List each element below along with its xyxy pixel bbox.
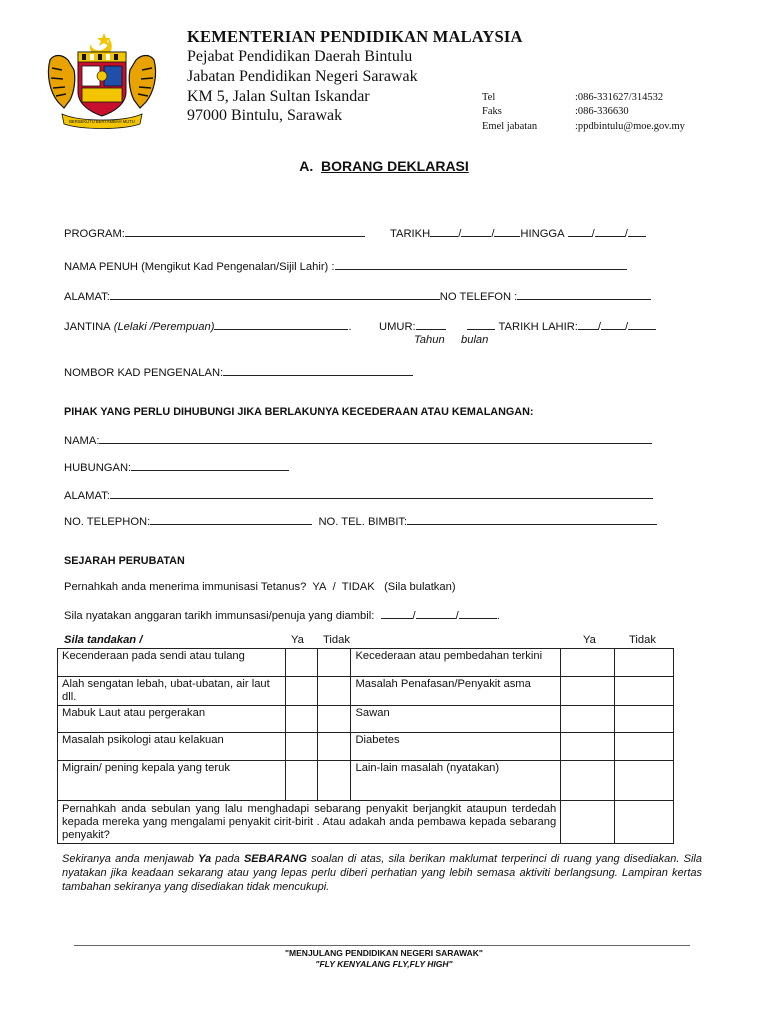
program-label: PROGRAM: <box>64 228 125 240</box>
emergency-phone-label: NO. TELEPHON: <box>64 516 151 528</box>
ya-checkbox[interactable] <box>561 733 615 761</box>
tetanus-yes-option[interactable]: YA <box>312 581 327 593</box>
ya-checkbox[interactable] <box>561 761 615 801</box>
age-years-field[interactable] <box>416 319 446 330</box>
hingga-label: HINGGA <box>520 228 565 240</box>
tidak-checkbox[interactable] <box>615 761 674 801</box>
fax-label: Faks <box>482 106 502 117</box>
note-part1: Sekiranya anda menjawab <box>62 853 199 865</box>
mobile-phone-label: NO. TEL. BIMBIT: <box>318 516 408 528</box>
condition-label: Kecenderaan pada sendi atau tulang <box>58 649 286 677</box>
ya-checkbox[interactable] <box>285 677 317 706</box>
dob-month[interactable] <box>601 319 625 330</box>
form-title-prefix: A. <box>299 158 314 174</box>
age-years-caption: Tahun <box>414 334 445 346</box>
emergency-address-label: ALAMAT: <box>64 490 110 502</box>
address-field[interactable] <box>110 289 440 300</box>
tetanus-no-option[interactable]: TIDAK <box>341 581 375 593</box>
tarikh-label: TARIKH <box>390 228 431 240</box>
emergency-phone-row <box>64 514 657 528</box>
col-ya-right: Ya <box>583 634 596 646</box>
email-value: :ppdbintulu@moe.gov.my <box>575 121 685 132</box>
tidak-checkbox[interactable] <box>615 649 674 677</box>
ministry-name: KEMENTERIAN PENDIDIKAN MALAYSIA <box>187 27 523 46</box>
ya-checkbox[interactable] <box>561 649 615 677</box>
ic-number-label: NOMBOR KAD PENGENALAN: <box>64 367 224 379</box>
condition-label: Kecederaan atau pembedahan terkini <box>351 649 561 677</box>
ya-checkbox[interactable] <box>561 801 615 844</box>
office-name: Pejabat Pendidikan Daerah Bintulu <box>187 48 413 65</box>
ya-checkbox[interactable] <box>561 706 615 733</box>
hingga-month[interactable] <box>595 226 625 237</box>
full-name-row <box>64 259 627 273</box>
gender-label: JANTINA <box>64 321 111 333</box>
tidak-checkbox[interactable] <box>615 801 674 844</box>
medical-heading: SEJARAH PERUBATAN <box>64 555 185 567</box>
ya-checkbox[interactable] <box>285 706 317 733</box>
tidak-checkbox[interactable] <box>317 677 351 706</box>
relationship-label: HUBUNGAN: <box>64 462 132 474</box>
note-part3: soalan di atas, sila berikan maklumat terperinci di ruang yang disediakan. Sila nyatakan jika keadaan sekarang atau yang lepas perlu diberi perhatian yang lebih semasa aktiviti berlangsung. Lampiran kertas tambahan sekiranya yang disediakan tidak mencukupi. <box>62 853 702 893</box>
tidak-checkbox[interactable] <box>615 677 674 706</box>
program-field[interactable] <box>125 226 365 237</box>
note-part2: pada <box>211 853 244 865</box>
date-range-row: TARIKH / / HINGGA / / <box>390 226 646 240</box>
address-line-2: 97000 Bintulu, Sarawak <box>187 107 343 124</box>
phone-label: NO TELEFON : <box>439 291 518 303</box>
tidak-checkbox[interactable] <box>615 733 674 761</box>
form-title-text: BORANG DEKLARASI <box>321 158 469 174</box>
col-ya-left: Ya <box>291 634 304 646</box>
condition-label: Migrain/ pening kepala yang teruk <box>58 761 286 801</box>
tel-label: Tel <box>482 92 496 103</box>
table-row <box>58 706 674 733</box>
program-row <box>64 226 365 240</box>
table-row <box>58 761 674 801</box>
tetanus-question: Pernahkah anda menerima immunisasi Tetanus? <box>64 581 307 593</box>
condition-label: Lain-lain masalah (nyatakan) <box>351 761 561 801</box>
table-row <box>58 733 674 761</box>
tidak-checkbox[interactable] <box>317 761 351 801</box>
footer-motto-1: "MENJULANG PENDIDIKAN NEGERI SARAWAK" <box>285 948 483 958</box>
address-row <box>64 289 651 303</box>
gender-row: JANTINA (Lelaki /Perempuan) . <box>64 321 352 333</box>
emergency-phone-field[interactable] <box>150 514 312 525</box>
emergency-address-row <box>64 488 653 502</box>
tetanus-separator: / <box>332 581 336 593</box>
immunisation-day[interactable] <box>381 608 413 619</box>
email-label: Emel jabatan <box>482 121 538 132</box>
dob-day[interactable] <box>578 319 598 330</box>
age-label: UMUR: <box>379 321 416 333</box>
condition-label: Sawan <box>351 706 561 733</box>
tidak-checkbox[interactable] <box>317 706 351 733</box>
footer-divider <box>74 945 690 946</box>
note-sebarang: SEBARANG <box>243 853 307 865</box>
tarikh-year[interactable] <box>494 226 520 237</box>
hingga-year[interactable] <box>628 226 646 237</box>
tidak-checkbox[interactable] <box>317 649 351 677</box>
tarikh-day[interactable] <box>430 226 458 237</box>
emergency-name-row <box>64 433 652 447</box>
tetanus-note: (Sila bulatkan) <box>384 581 456 593</box>
table-row <box>58 649 674 677</box>
tidak-checkbox[interactable] <box>317 733 351 761</box>
tidak-checkbox[interactable] <box>615 706 674 733</box>
fax-value: :086-336630 <box>575 106 629 117</box>
department-name: Jabatan Pendidikan Negeri Sarawak <box>187 68 418 85</box>
ic-number-row <box>64 365 413 379</box>
emergency-heading: PIHAK YANG PERLU DIHUBUNGI JIKA BERLAKUNYA KECEDERAAN ATAU KEMALANGAN: <box>64 406 534 418</box>
mobile-phone-field[interactable] <box>407 514 657 525</box>
gender-options: (Lelaki /Perempuan) <box>113 321 215 333</box>
condition-label: Diabetes <box>351 733 561 761</box>
phone-field[interactable] <box>517 289 651 300</box>
malaysia-coat-of-arms-logo <box>44 30 160 130</box>
emergency-name-label: NAMA: <box>64 435 100 447</box>
immunisation-year[interactable] <box>459 608 497 619</box>
tarikh-month[interactable] <box>461 226 491 237</box>
medical-checklist-table <box>57 648 674 844</box>
footer-motto-2: "FLY KENYALANG FLY,FLY HIGH" <box>315 959 453 969</box>
immunisation-date-row: Sila nyatakan anggaran tarikh immunsasi/penuja yang diambil: / / . <box>64 610 500 622</box>
immunisation-date-label: Sila nyatakan anggaran tarikh immunsasi/penuja yang diambil: <box>64 610 375 622</box>
instructions-note <box>62 852 702 894</box>
emergency-address-field[interactable] <box>110 488 653 499</box>
address-label: ALAMAT: <box>64 291 110 303</box>
ic-number-field[interactable] <box>223 365 413 376</box>
condition-label: Masalah psikologi atau kelakuan <box>58 733 286 761</box>
address-line-1: KM 5, Jalan Sultan Iskandar <box>187 88 370 105</box>
tetanus-row <box>64 581 456 593</box>
age-months-field[interactable] <box>467 319 495 330</box>
age-row: UMUR: TARIKH LAHIR: / / <box>379 319 656 333</box>
ya-checkbox[interactable] <box>561 677 615 706</box>
condition-label: Mabuk Laut atau pergerakan <box>58 706 286 733</box>
col-tidak-right: Tidak <box>629 634 656 646</box>
gender-field[interactable] <box>214 319 348 330</box>
note-ya: Ya <box>198 853 212 865</box>
condition-label: Masalah Penafasan/Penyakit asma <box>351 677 561 706</box>
full-name-label: NAMA PENUH (Mengikut Kad Pengenalan/Sijil Lahir) : <box>64 261 335 273</box>
relationship-field[interactable] <box>131 460 289 471</box>
tel-value: :086-331627/314532 <box>575 92 664 103</box>
table-row <box>58 801 674 844</box>
dob-year[interactable] <box>628 319 656 330</box>
relationship-row <box>64 460 289 474</box>
emergency-name-field[interactable] <box>99 433 652 444</box>
full-name-field[interactable] <box>335 259 627 270</box>
ya-checkbox[interactable] <box>285 649 317 677</box>
age-months-caption: bulan <box>461 334 489 346</box>
condition-label: Alah sengatan lebah, ubat-ubatan, air laut dll. <box>58 677 286 706</box>
hingga-day[interactable] <box>568 226 592 237</box>
form-title <box>0 158 768 174</box>
immunisation-month[interactable] <box>416 608 456 619</box>
table-row <box>58 677 674 706</box>
crest-motto: BERSEKUTU BERTAMBAH MUTU <box>69 119 135 124</box>
table-instruction: Sila tandakan / <box>64 634 143 646</box>
ya-checkbox[interactable] <box>285 761 317 801</box>
contagious-disease-question: Pernahkah anda sebulan yang lalu menghadapi sebarang penyakit berjangkit ataupun terdedah kepada mereka yang mengalami penyakit cirit-birit . Atau adakah anda pembawa kepada sebarang penyakit? <box>58 801 561 844</box>
col-tidak-left: Tidak <box>323 634 350 646</box>
dob-label: TARIKH LAHIR: <box>498 321 578 333</box>
ya-checkbox[interactable] <box>285 733 317 761</box>
